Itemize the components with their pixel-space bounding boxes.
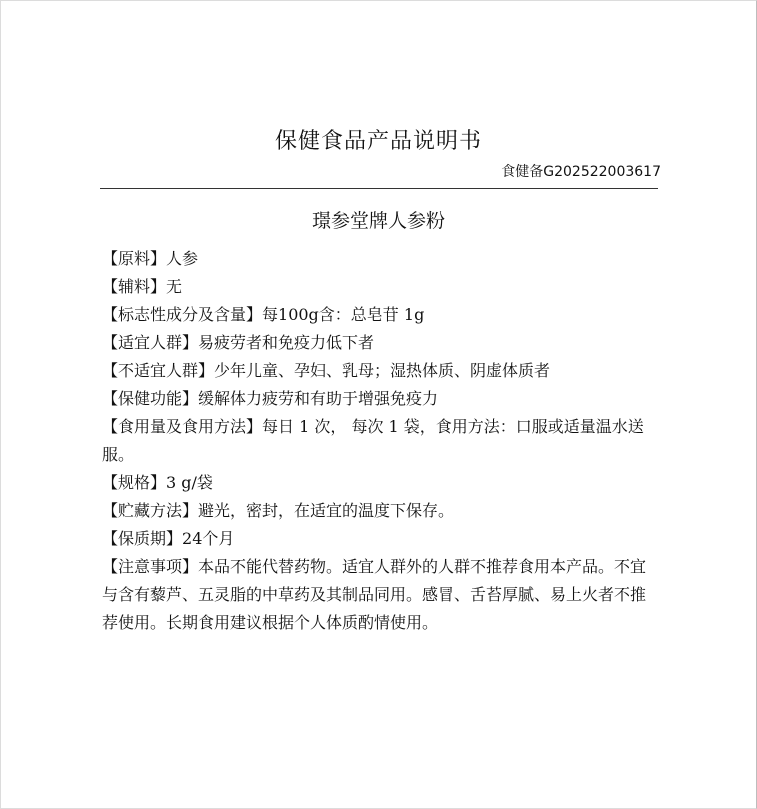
entry-value: 每100g含：总皂苷 1g: [262, 305, 425, 324]
entry-dosage-usage: [102, 413, 658, 469]
entry-label: 【适宜人群】: [102, 333, 199, 352]
entry-label: 【不适宜人群】: [102, 361, 215, 380]
entry-value: 避光，密封，在适宜的温度下保存。: [198, 501, 455, 520]
entry-value: 人参: [166, 249, 199, 268]
entry-suitable-population: [102, 329, 658, 357]
divider: [100, 188, 658, 189]
entry-storage: [102, 497, 658, 525]
entry-label: 【注意事项】: [102, 557, 199, 576]
entry-label: 【辅料】: [102, 277, 167, 296]
registration-number: 食健备G202522003617: [501, 164, 661, 180]
product-name: 璟参堂牌人参粉: [311, 210, 445, 232]
entry-value: 少年儿童、孕妇、乳母；湿热体质、阴虚体质者: [214, 361, 551, 380]
entry-value: 3 g/袋: [166, 473, 213, 492]
entry-label: 【保质期】: [102, 529, 183, 548]
entry-excipients: [102, 273, 658, 301]
entry-value: 每日 1 次， 每次 1 袋，食用方法：口服或适量温水送服。: [102, 417, 644, 464]
document-title: 保健食品产品说明书: [274, 129, 482, 154]
entry-unsuitable-population: [102, 357, 658, 385]
entry-value: 24个月: [182, 529, 235, 548]
entry-label: 【标志性成分及含量】: [102, 305, 263, 324]
entry-label: 【规格】: [102, 473, 167, 492]
entry-value: 无: [166, 277, 183, 296]
entry-ingredients: [102, 245, 658, 273]
entry-precautions: [102, 553, 658, 637]
entry-label: 【贮藏方法】: [102, 501, 199, 520]
entry-shelf-life: [102, 525, 658, 553]
entry-label: 【原料】: [102, 249, 167, 268]
entry-specification: [102, 469, 658, 497]
entry-value: 易疲劳者和免疫力低下者: [198, 333, 375, 352]
entry-marker-content: [102, 301, 658, 329]
entry-label: 【保健功能】: [102, 389, 199, 408]
entry-health-function: [102, 385, 658, 413]
entry-value: 缓解体力疲劳和有助于增强免疫力: [198, 389, 439, 408]
entry-value: 本品不能代替药物。适宜人群外的人群不推荐食用本产品。不宜与含有藜芦、五灵脂的中草药及其制品同用。感冒、舌苔厚腻、易上火者不推荐使用。长期食用建议根据个人体质酌情使用。: [102, 557, 647, 632]
entry-label: 【食用量及食用方法】: [102, 417, 263, 436]
spec-list: [102, 245, 658, 637]
